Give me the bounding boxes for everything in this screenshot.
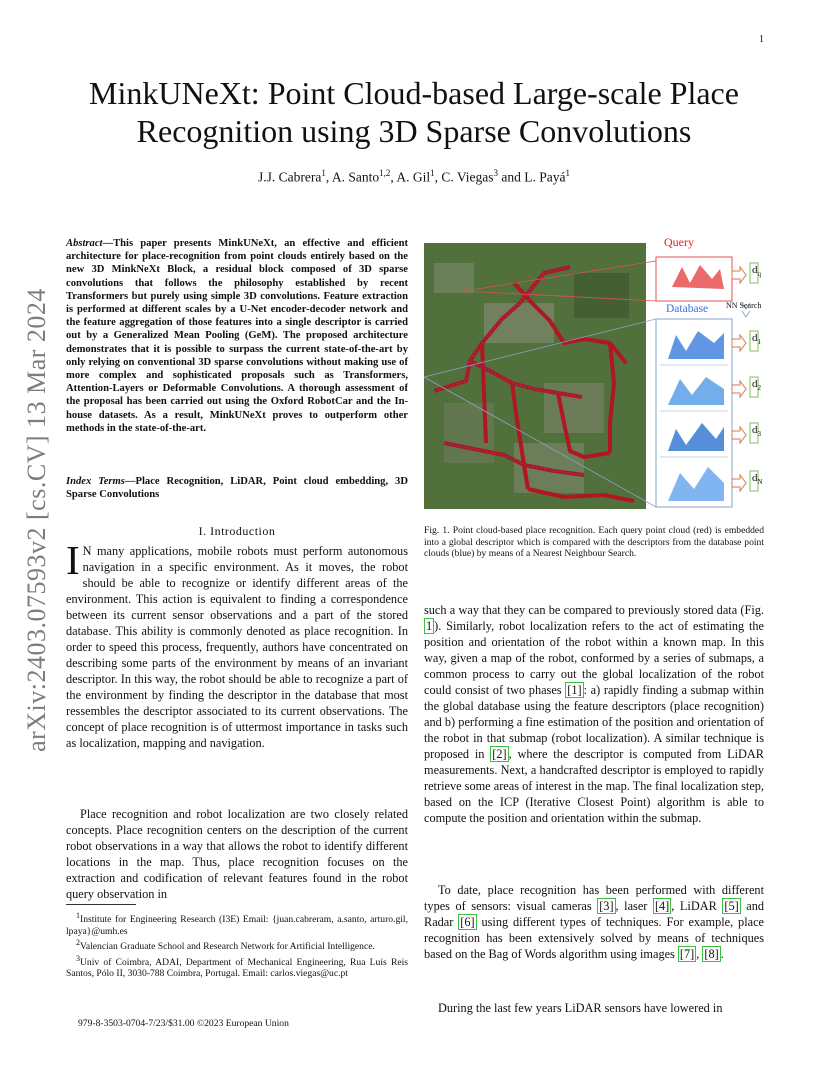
author-affiliation: 1 (565, 168, 571, 178)
copyright-line: 979-8-3503-0704-7/23/$31.00 ©2023 European Union (78, 1018, 289, 1029)
index-terms (66, 475, 408, 501)
footnote-rule (66, 904, 136, 905)
database-label: Database (666, 303, 709, 315)
author: A. Santo (331, 169, 380, 185)
citation-link[interactable]: [1] (567, 683, 582, 697)
abstract-text: —This paper presents MinkUNeXt, an effective and efficient architecture for place-recognition from point clouds entirely based on the new 3D MinkNeXt Block, a residual block composed of 3D sparse convolutions that follows the philosophy established by recent Transformers but purely using simple 3D convolutions. Feature extraction is performed at different scales by a U-Net encoder-decoder network and the feature aggregation of those features into a single descriptor is carried out by a Generalized Mean Pooling (GeM). The proposed architecture demonstrates that it is possible to surpass the current state-of-the-art by only relying on conventional 3D sparse convolutions without making use of more complex and sophisticated proposals such as Transformers, Attention-Layers or Deformable Convolutions. A thorough assessment of the proposal has been carried out using the Oxford RobotCar and the In-house datasets. As a result, MinkUNeXt proves to outperform other methods in the state-of-the-art. (66, 238, 408, 434)
nn-search-label: NN Search (726, 301, 762, 310)
authors-and: and (501, 169, 521, 185)
intro-paragraph-1 (66, 537, 408, 751)
author: J.J. Cabrera (257, 169, 322, 185)
intro-paragraph-2 (66, 806, 408, 902)
query-label: Query (664, 235, 694, 249)
intro-paragraph-2-text: Place recognition and robot localization are two closely related concepts. Place recognition centers on the description of the current robot observations in a way that allows the robot to identify different locations in the map. Thus, place recognition focuses on the extraction and codification of relevant features found in the robot query observation in (66, 807, 408, 901)
descriptor-3-label: $d_3$ (752, 424, 761, 439)
citation-link[interactable]: [7] (679, 947, 695, 961)
footnote (66, 937, 408, 953)
author-list: J.J. Cabrera$^1$, A. Santo$^{1,2}$, A. Gil$^1$, C. Viegas$^3$ and L. Payá$^1$ (257, 168, 571, 185)
citation-link[interactable]: [6] (460, 915, 475, 929)
index-terms-text: —Place Recognition, LiDAR, Point cloud embedding, 3D Sparse Convolutions (66, 476, 408, 501)
citation-link[interactable]: [5] (724, 899, 739, 913)
footnote-mark: 1 (76, 911, 80, 920)
footnote (66, 910, 408, 937)
author: C. Viegas (441, 169, 494, 185)
title-line-2: Recognition using 3D Sparse Convolutions (136, 113, 692, 149)
citation-link[interactable]: [8] (704, 947, 719, 961)
footnote-mark: 3 (76, 953, 80, 963)
right-paragraph-2: To date, place recognition has been performed with different types of sensors: visual cameras [3] , laser [4] , LiDAR [5] and Radar [6] using different types of techniques. For example, place recognition has been extensively solved by means of techniques based on the Bag of Words algorithm using images [7] , [8] . (424, 883, 764, 961)
right-paragraph-3 (424, 1000, 764, 1016)
right-paragraph-3-text: During the last few years LiDAR sensors have lowered in (438, 1001, 723, 1015)
author-affiliation: 3 (493, 168, 499, 178)
author: L. Payá (524, 169, 566, 185)
footnote-text: Univ of Coimbra, ADAI, Department of Mechanical Engineering, Rua Luís Reis Santos, Pólo II, 3030-788 Coimbra, Portugal. Email: carlos.viegas@uc.pt (66, 956, 408, 980)
index-terms-label: Index Terms (66, 476, 125, 487)
author-affiliation: 1,2 (379, 168, 391, 178)
author-affiliation: 1 (430, 168, 435, 178)
author-affiliation: 1 (321, 168, 326, 178)
descriptor-1-label: $d_1$ (752, 332, 761, 347)
descriptor-2-label: $d_2$ (752, 378, 761, 393)
section-heading: I. Introduction (198, 524, 276, 538)
figure-panels-graphic (424, 239, 766, 511)
drop-cap: I (66, 537, 80, 583)
author: A. Gil (396, 169, 431, 185)
figure-1 (424, 235, 766, 511)
figure-caption: Fig. 1. Point cloud-based place recognition. Each query point cloud (red) is embedded into a global descriptor which is compared with the descriptors from the database point clouds (blue) by means of a Nearest Neighbour Search. (424, 525, 764, 560)
footnote-mark: 2 (76, 938, 80, 947)
descriptor-query-label: $d_q$ (752, 264, 761, 279)
abstract (66, 237, 408, 435)
right-paragraph-1: such a way that they can be compared to previously stored data (Fig. 1 ). Similarly, robot localization refers to the act of estimating the position and orientation of the robot within a known map. In this way, given a map of the robot, conformed by a series of submaps, a common process to carry out the global localization of the robot could consist of two phases [1] : a) rapidly finding a submap within the global database using the feature descriptors (place recognition) and b) performing a fine estimation of the position and orientation of the robot in that submap (robot localization). A similar technique is proposed in [2] , where the descriptor is computed from LiDAR measurements. Next, a handcrafted descriptor is employed to rapidly retrieve some areas of interest in the map. The final localization step, based on the ICP (Iterative Closest Point) algorithm is able to compute the position and orientation within the submap. (424, 603, 765, 825)
intro-text: N many applications, mobile robots must perform autonomous navigation in a specific environment. As it moves, the robot should be able to recognize or identify different areas of the environment. This action is equivalent to finding a correspondence between its current sensor observations and a part of the stored database. This ability is commonly denoted as place recognition. In order to speed this process, frequently, authors have concentrated on describing some parts of the environment by means of an invariant descriptor. In this way, the robot should be able to recognize a part of the environment by finding the descriptor in the database that most ressembles the descriptor associated to its current observations. The concept of place recognition is of uttermost importance in tasks such as localization, mapping and navigation. (66, 544, 408, 750)
abstract-label: Abstract (66, 238, 103, 249)
arxiv-sidebar-id (14, 270, 60, 770)
page-number: 1 (759, 34, 764, 45)
citation-link[interactable]: [2] (492, 747, 507, 761)
footnote (66, 953, 408, 980)
citation-link[interactable]: [4] (654, 899, 670, 913)
paper-title (60, 74, 768, 150)
figure-ref-link[interactable]: 1 (426, 619, 433, 633)
citation-link[interactable]: [3] (599, 899, 614, 913)
footnotes (66, 910, 408, 980)
footnote-text: Institute for Engineering Research (I3E) Email: {juan.cabreram, a.santo, arturo.gil, lpaya}@umh.es (66, 914, 408, 937)
arxiv-id-text: arXiv:2403.07593v2 [cs.CV] 13 Mar 2024 (22, 288, 51, 752)
title-line-1: MinkUNeXt: Point Cloud-based Large-scale Place (89, 75, 739, 111)
descriptor-n-label: $d_N$ (752, 472, 763, 487)
footnote-text: Valencian Graduate School and Research Network for Artificial Intelligence. (80, 941, 375, 953)
